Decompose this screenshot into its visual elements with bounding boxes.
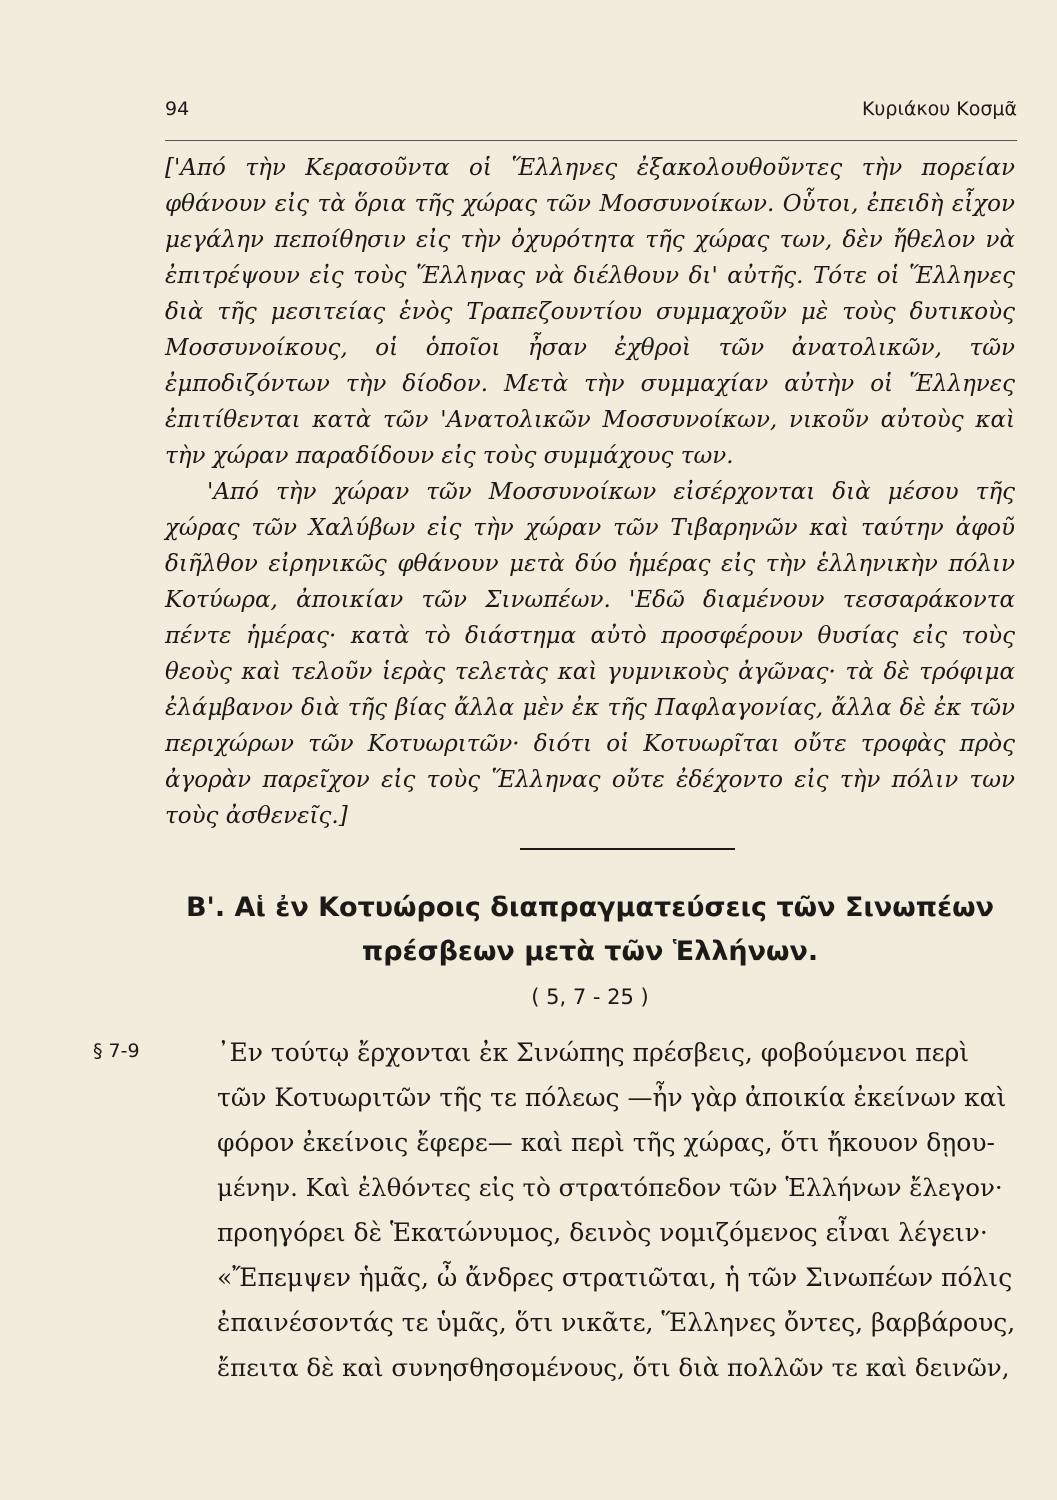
section-reference: ( 5, 7 - 25 ) <box>531 985 649 1009</box>
header-rule <box>165 140 1017 141</box>
summary-paragraph: 'Από τὴν χώραν τῶν Μοσσυνοίκων εἰσέρχονται διὰ μέσου τῆς χώρας τῶν Χαλύβων εἰς τὴν χώραν τῶν Τιβαρηνῶν καὶ ταύτην ἀφοῦ διῆλθον εἰρηνικῶς φθάνουν μετὰ δύο ἡμέρας εἰς τὴν ἑλληνικὴν πόλιν Κοτύωρα, ἀποικίαν τῶν Σινωπέων. 'Εδῶ διαμένουν τεσσαράκοντα πέντε ἡμέρας· κατὰ τὸ διάστημα αὐτὸ προσφέρουν θυσίας εἰς τοὺς θεοὺς καὶ τελοῦν ἱερὰς τελετὰς καὶ γυμνικοὺς ἀγῶνας· τὰ δὲ τρόφιμα ἐλάμβανον διὰ τῆς βίας ἄλλα μὲν ἐκ τῆς Παφλαγονίας, ἄλλα δὲ ἐκ τῶν περιχώρων τῶν Κοτυωριτῶν· διότι οἱ Κοτυωρῖται οὔτε τροφὰς πρὸς ἀγορὰν παρεῖχον εἰς τοὺς Ἕλληνας οὔτε ἐδέχοντο εἰς τὴν πόλιν των τοὺς ἀσθενεῖς.] <box>165 479 1015 829</box>
text-line: «Ἔπεμψεν ἡμᾶς, ὦ ἄνδρες στρατιῶται, ἡ τῶν Σινωπέων πόλις <box>217 1263 1013 1292</box>
summary-paragraph: ['Από τὴν Κερασοῦντα οἱ Ἕλληνες ἐξακολουθοῦντες τὴν πορείαν φθάνουν εἰς τὰ ὅρια τῆς χώρας τῶν Μοσσυνοίκων. Οὗτοι, ἐπειδὴ εἶχον μεγάλην πεποίθησιν εἰς τὴν ὀχυρότητα τῆς χώρας των, δὲν ἤθελον νὰ ἐπιτρέψουν εἰς τοὺς Ἕλληνας νὰ διέλθουν δι' αὐτῆς. Τότε οἱ Ἕλληνες διὰ τῆς μεσιτείας ἑνὸς Τραπεζουντίου συμμαχοῦν μὲ τοὺς δυτικοὺς Μοσσυνοίκους, οἱ ὁποῖοι ἦσαν ἐχθροὶ τῶν ἀνατολικῶν, τῶν ἐμποδιζόντων τὴν δίοδον. Μετὰ τὴν συμμαχίαν αὐτὴν οἱ Ἕλληνες ἐπιτίθενται κατὰ τῶν 'Ανατολικῶν Μοσσυνοίκων, νικοῦν αὐτοὺς καὶ τὴν χώραν παραδίδουν εἰς τοὺς συμμάχους των. <box>165 155 1015 469</box>
body-text <box>217 1030 1017 1390</box>
text-line: ἐπαινέσοντάς τε ὑμᾶς, ὅτι νικᾶτε, Ἕλληνες ὄντες, βαρβάρους, <box>217 1308 1016 1337</box>
text-line: ᾽Εν τούτῳ ἔρχονται ἐκ Σινώπης πρέσβεις, φοβούμενοι περὶ <box>217 1038 970 1067</box>
section-title: Β'. Αἱ ἐν Κοτυώροις διαπραγματεύσεις τῶν Σινωπέων πρέσβεων μετὰ τῶν Ἑλλήνων. <box>185 892 995 967</box>
section-separator <box>520 848 735 850</box>
running-head: Κυριάκου Κοσμᾶ <box>861 98 1017 120</box>
text-line: ἔπειτα δὲ καὶ συνησθησομένους, ὅτι διὰ πολλῶν τε καὶ δεινῶν, <box>217 1353 1010 1382</box>
paragraph-marker: § 7-9 <box>93 1040 140 1062</box>
text-line: τῶν Κοτυωριτῶν τῆς τε πόλεως —ἦν γὰρ ἀποικία ἐκείνων καὶ <box>217 1083 1007 1112</box>
text-line: μένην. Καὶ ἐλθόντες εἰς τὸ στρατόπεδον τῶν Ἑλλήνων ἔλεγον· <box>217 1173 1003 1202</box>
page-number: 94 <box>165 98 190 120</box>
text-line: προηγόρει δὲ Ἑκατώνυμος, δεινὸς νομιζόμενος εἶναι λέγειν· <box>217 1218 988 1247</box>
summary-block <box>165 150 1015 834</box>
text-line: φόρον ἐκείνοις ἔφερε— καὶ περὶ τῆς χώρας, ὅτι ἤκουον δῃου- <box>217 1128 995 1157</box>
page-header <box>165 98 1017 128</box>
